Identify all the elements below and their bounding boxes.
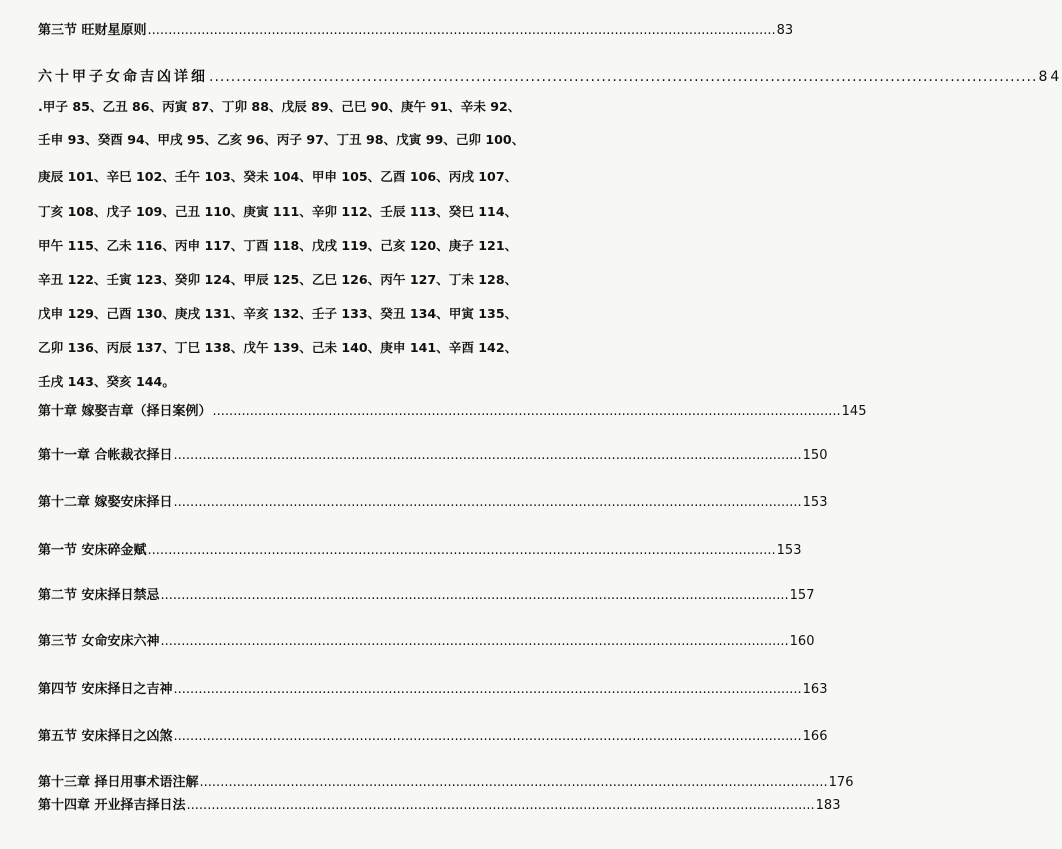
toc-entry-title: 六十甲子女命吉凶详细 bbox=[38, 69, 208, 85]
leader-dots: ........................................................................................................................................................ bbox=[160, 634, 789, 649]
leader-dots: ........................................................................................................................................................ bbox=[212, 404, 841, 419]
toc-entry bbox=[38, 23, 794, 39]
toc-entry bbox=[38, 729, 828, 745]
toc-entry-title: 第十三章 择日用事术语注解 bbox=[38, 775, 199, 790]
toc-entry-title: 第十一章 合帐裁衣择日 bbox=[38, 448, 173, 463]
list-line: 丁亥 108、戊子 109、己丑 110、庚寅 111、辛卯 112、壬辰 113、癸巳 114、 bbox=[38, 204, 518, 219]
toc-entry-title: 第二节 安床择日禁忌 bbox=[38, 588, 160, 603]
toc-entry-title: 第三节 女命安床六神 bbox=[38, 634, 160, 649]
toc-entry-page: 183 bbox=[815, 798, 841, 813]
toc-entry-page: 176 bbox=[828, 775, 854, 790]
toc-entry-page: 153 bbox=[776, 543, 802, 558]
toc-entry-title: 第十二章 嫁娶安床择日 bbox=[38, 495, 173, 510]
toc-entry bbox=[38, 634, 815, 650]
toc-entry bbox=[38, 775, 854, 791]
leader-dots: ........................................................................................................................................................ bbox=[160, 588, 789, 603]
leader-dots: ........................................................................................................................................................ bbox=[173, 448, 802, 463]
toc-entry-title: 第一节 安床碎金赋 bbox=[38, 543, 147, 558]
toc-entry bbox=[38, 404, 867, 420]
toc-entry-page: 153 bbox=[802, 495, 828, 510]
leader-dots: ........................................................................................................................................................ bbox=[173, 729, 802, 744]
toc-entry-page: 166 bbox=[802, 729, 828, 744]
toc-entry-page: 163 bbox=[802, 682, 828, 697]
toc-entry bbox=[38, 588, 815, 604]
leader-dots: ........................................................................................................................................................ bbox=[147, 23, 776, 38]
leader-dots: ........................................................................................................................................................ bbox=[173, 495, 802, 510]
list-line: 壬申 93、癸酉 94、甲戌 95、乙亥 96、丙子 97、丁丑 98、戊寅 99、己卯 100、 bbox=[38, 132, 525, 147]
toc-entry-title: 第十章 嫁娶吉章（择日案例） bbox=[38, 404, 212, 419]
toc-entry bbox=[38, 682, 828, 698]
toc-entry bbox=[38, 798, 841, 814]
toc-entry-page: 157 bbox=[789, 588, 815, 603]
toc-entry-title: 第十四章 开业择吉择日法 bbox=[38, 798, 186, 813]
leader-dots: ........................................................................................................................................................ bbox=[209, 69, 1038, 85]
toc-entry-title: 第四节 安床择日之吉神 bbox=[38, 682, 173, 697]
toc-entry bbox=[38, 543, 802, 559]
toc-entry-page: 150 bbox=[802, 448, 828, 463]
toc-entry-title: 第五节 安床择日之凶煞 bbox=[38, 729, 173, 744]
list-line: 甲午 115、乙未 116、丙申 117、丁酉 118、戊戌 119、己亥 120、庚子 121、 bbox=[38, 238, 518, 253]
leader-dots: ........................................................................................................................................................ bbox=[147, 543, 776, 558]
leader-dots: ........................................................................................................................................................ bbox=[186, 798, 815, 813]
toc-entry bbox=[38, 69, 1062, 85]
toc-entry-page: 160 bbox=[789, 634, 815, 649]
leader-dots: ........................................................................................................................................................ bbox=[199, 775, 828, 790]
list-line: 戊申 129、己酉 130、庚戌 131、辛亥 132、壬子 133、癸丑 134、甲寅 135、 bbox=[38, 306, 518, 321]
toc-entry-page: 83 bbox=[776, 23, 794, 38]
list-line: 乙卯 136、丙辰 137、丁巳 138、戊午 139、己未 140、庚申 141、辛酉 142、 bbox=[38, 340, 518, 355]
toc-entry-title: 第三节 旺财星原则 bbox=[38, 23, 147, 38]
list-line: 庚辰 101、辛巳 102、壬午 103、癸未 104、甲申 105、乙酉 106、丙戌 107、 bbox=[38, 169, 518, 184]
list-line: .甲子 85、乙丑 86、丙寅 87、丁卯 88、戊辰 89、己巳 90、庚午 91、辛未 92、 bbox=[38, 99, 521, 114]
list-line: 壬戌 143、癸亥 144。 bbox=[38, 374, 175, 389]
toc-entry-page: 84 bbox=[1038, 69, 1062, 85]
toc-entry bbox=[38, 495, 828, 511]
toc-entry bbox=[38, 448, 828, 464]
list-line: 辛丑 122、壬寅 123、癸卯 124、甲辰 125、乙巳 126、丙午 127、丁未 128、 bbox=[38, 272, 518, 287]
toc-entry-page: 145 bbox=[841, 404, 867, 419]
leader-dots: ........................................................................................................................................................ bbox=[173, 682, 802, 697]
